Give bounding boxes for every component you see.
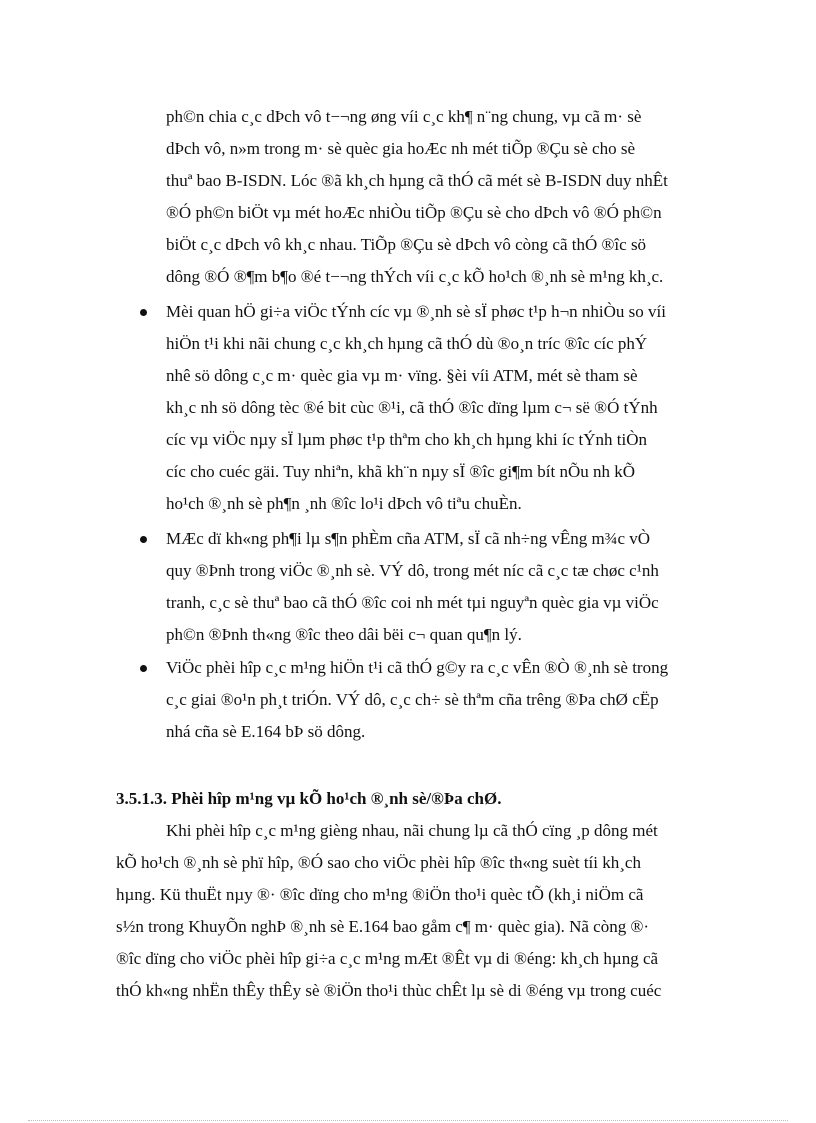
text-line: tranh, c¸c sè thuª bao cã thÓ ®îc coi nh mét tµi nguyªn quèc gia vµ viÖc xyxy=(166,593,659,612)
section-heading: 3.5.1.3. Phèi hîp m¹ng vµ kÕ ho¹ch ®¸nh sè/®Þa chØ. xyxy=(116,789,502,808)
text-line: kÕ ho¹ch ®¸nh sè phï hîp, ®Ó sao cho viÖc phèi hîp ®îc th«ng suèt tíi kh¸ch xyxy=(116,853,641,872)
text-line: cíc vµ viÖc nµy sÏ lµm phøc t¹p thªm cho kh¸ch hµng khi íc tÝnh tiÒn xyxy=(166,430,647,449)
page-bottom-divider xyxy=(28,1120,788,1121)
text-line: hµng. Kü thuËt nµy ®· ®îc dïng cho m¹ng ®iÖn tho¹i quèc tÕ (kh¸i niÖm cã xyxy=(116,885,644,904)
text-line: thuª bao B-ISDN. Lóc ®ã kh¸ch hµng cã thÓ cã mét sè B-ISDN duy nhÊt xyxy=(166,171,668,190)
text-line: nhê sö dông c¸c m· quèc gia vµ m· vïng. §èi víi ATM, mét sè tham sè xyxy=(166,366,638,385)
text-line: thÓ kh«ng nhËn thÊy thÊy sè ®iÖn tho¹i thùc chÊt lµ sè di ®éng vµ trong cuéc xyxy=(116,981,662,1000)
text-line: s½n trong KhuyÕn nghÞ ®¸nh sè E.164 bao gåm c¶ m· quèc gia). Nã còng ®· xyxy=(116,917,650,936)
bullet-dot xyxy=(140,536,147,543)
text-line: ®îc dïng cho viÖc phèi hîp gi÷a c¸c m¹ng mÆt ®Êt vµ di ®éng: kh¸ch hµng cã xyxy=(116,949,659,968)
bullet-dot xyxy=(140,309,147,316)
text-line: ph©n ®Þnh th«ng ®îc theo dâi bëi c¬ quan qu¶n lý. xyxy=(166,625,522,644)
bullet-dot xyxy=(140,665,147,672)
text-line: hiÖn t¹i khi nãi chung c¸c kh¸ch hµng cã thÓ dù ®o¸n tríc ®îc cíc phÝ xyxy=(166,334,648,353)
text-line: ph©n chia c¸c dÞch vô t−¬ng øng víi c¸c kh¶ n¨ng chung, vµ cã m· sè xyxy=(166,107,642,126)
text-line: kh¸c nh sö dông tèc ®é bit cùc ®¹i, cã thÓ ®îc dïng lµm c¬ së ®Ó tÝnh xyxy=(166,398,658,417)
text-line: nhá cña sè E.164 bÞ sö dông. xyxy=(166,722,366,741)
text-line: biÖt c¸c dÞch vô kh¸c nhau. TiÕp ®Çu sè dÞch vô còng cã thÓ ®îc sö xyxy=(166,235,647,254)
text-line: cíc cho cuéc gäi. Tuy nhiªn, khã kh¨n nµy sÏ ®îc gi¶m bít nÕu nh kÕ xyxy=(166,462,636,481)
text-line: ®Ó ph©n biÖt vµ mét hoÆc nhiÒu tiÕp ®Çu sè cho dÞch vô ®Ó ph©n xyxy=(166,203,662,222)
text-line: ho¹ch ®¸nh sè ph¶n ¸nh ®îc lo¹i dÞch vô tiªu chuÈn. xyxy=(166,494,522,513)
text-line: dông ®Ó ®¶m b¶o ®é t−¬ng thÝch víi c¸c kÕ ho¹ch ®¸nh sè m¹ng kh¸c. xyxy=(166,267,664,286)
text-line: c¸c giai ®o¹n ph¸t triÓn. VÝ dô, c¸c ch÷ sè thªm cña trêng ®Þa chØ cËp xyxy=(166,690,659,709)
text-line: dÞch vô, n»m trong m· sè quèc gia hoÆc nh mét tiÕp ®Çu sè cho sè xyxy=(166,139,636,158)
text-line: MÆc dï kh«ng ph¶i lµ s¶n phÈm cña ATM, sÏ cã nh÷ng vÊng m¾c vÒ xyxy=(166,529,651,548)
text-line: Mèi quan hÖ gi÷a viÖc tÝnh cíc vµ ®¸nh sè sÏ phøc t¹p h¬n nhiÒu so víi xyxy=(166,302,666,321)
text-line: quy ®Þnh trong viÖc ®¸nh sè. VÝ dô, trong mét níc cã c¸c tæ chøc c¹nh xyxy=(166,561,659,580)
text-line: ViÖc phèi hîp c¸c m¹ng hiÖn t¹i cã thÓ g©y ra c¸c vÊn ®Ò ®¸nh sè trong xyxy=(166,658,669,677)
text-line: Khi phèi hîp c¸c m¹ng gièng nhau, nãi chung lµ cã thÓ cïng ¸p dông mét xyxy=(166,821,658,840)
